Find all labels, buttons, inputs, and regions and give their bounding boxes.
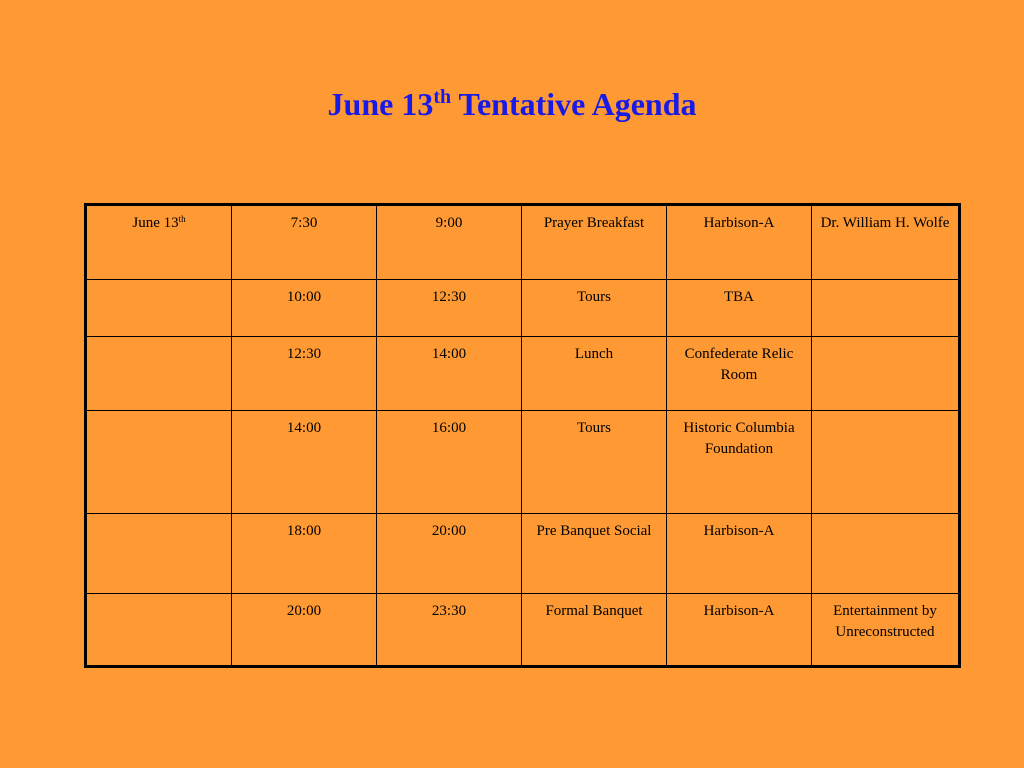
start-time-cell: 7:30 xyxy=(232,205,377,280)
date-cell: June 13th xyxy=(86,205,232,280)
start-time-cell: 18:00 xyxy=(232,514,377,594)
table-row xyxy=(86,337,960,411)
event-cell: Pre Banquet Social xyxy=(522,514,667,594)
page-title xyxy=(0,82,1024,126)
event-cell: Tours xyxy=(522,280,667,337)
notes-cell: Dr. William H. Wolfe xyxy=(812,205,960,280)
notes-cell: Entertainment by Unreconstructed xyxy=(812,594,960,667)
end-time-cell: 20:00 xyxy=(377,514,522,594)
location-cell: Confederate Relic Room xyxy=(667,337,812,411)
notes-cell xyxy=(812,337,960,411)
location-cell: Harbison-A xyxy=(667,205,812,280)
date-cell xyxy=(86,594,232,667)
event-cell: Tours xyxy=(522,411,667,514)
end-time-cell: 23:30 xyxy=(377,594,522,667)
title-rest: Tentative Agenda xyxy=(451,86,697,122)
event-cell: Lunch xyxy=(522,337,667,411)
table-row xyxy=(86,411,960,514)
table-row xyxy=(86,280,960,337)
start-time-cell: 10:00 xyxy=(232,280,377,337)
date-cell xyxy=(86,337,232,411)
location-cell: Harbison-A xyxy=(667,594,812,667)
location-cell: Historic Columbia Foundation xyxy=(667,411,812,514)
start-time-cell: 12:30 xyxy=(232,337,377,411)
end-time-cell: 16:00 xyxy=(377,411,522,514)
start-time-cell: 14:00 xyxy=(232,411,377,514)
location-cell: TBA xyxy=(667,280,812,337)
agenda-table xyxy=(84,203,961,668)
title-main: June 13 xyxy=(327,86,434,122)
event-cell: Formal Banquet xyxy=(522,594,667,667)
start-time-cell: 20:00 xyxy=(232,594,377,667)
date-cell xyxy=(86,411,232,514)
end-time-cell: 12:30 xyxy=(377,280,522,337)
event-cell: Prayer Breakfast xyxy=(522,205,667,280)
notes-cell xyxy=(812,411,960,514)
date-cell xyxy=(86,280,232,337)
table-row xyxy=(86,594,960,667)
date-cell xyxy=(86,514,232,594)
end-time-cell: 9:00 xyxy=(377,205,522,280)
notes-cell xyxy=(812,280,960,337)
title-superscript: th xyxy=(433,86,452,108)
end-time-cell: 14:00 xyxy=(377,337,522,411)
location-cell: Harbison-A xyxy=(667,514,812,594)
notes-cell xyxy=(812,514,960,594)
table-row xyxy=(86,205,960,280)
table-row xyxy=(86,514,960,594)
